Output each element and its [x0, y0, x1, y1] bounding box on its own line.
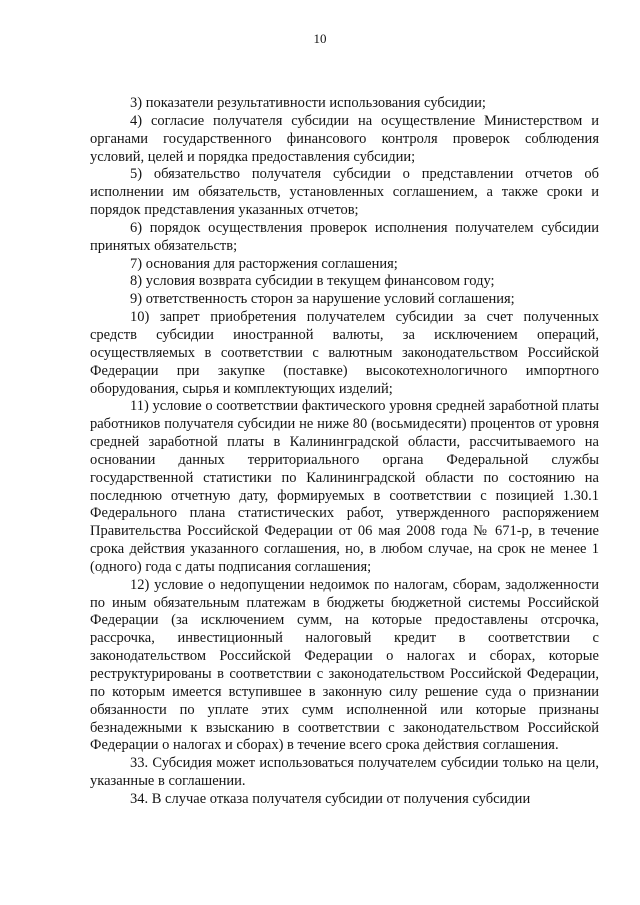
paragraph-item-3: 3) показатели результативности использования субсидии; — [130, 95, 486, 111]
paragraph-clause-34: 34. В случае отказа получателя субсидии от получения субсидии — [130, 790, 531, 807]
paragraph-item-10: 10) запрет приобретения получателем субсидии за счет полученных средств субсидии иностранной валюты, за исключением операций, осуществляемых в соответствии с валютным законодательством Российской Федерации при закупке (поставке) высокотехнологичного импортного оборудования, сырья и комплектующих изделий; — [90, 309, 599, 397]
paragraph-item-6: 6) порядок осуществления проверок исполнения получателем субсидии принятых обязательств; — [90, 219, 599, 254]
page-number: 10 — [313, 31, 327, 46]
paragraph-item-9: 9) ответственность сторон за нарушение условий соглашения; — [130, 291, 515, 308]
paragraph-item-5: 5) обязательство получателя субсидии о представлении отчетов об исполнении им обязательств, установленных соглашением, а также сроки и порядок представления указанных отчетов; — [90, 166, 599, 219]
document-body — [90, 95, 599, 809]
paragraph-item-8: 8) условия возврата субсидии в текущем финансовом году; — [130, 273, 495, 290]
paragraph-item-12: 12) условие о недопущении недоимок по налогам, сборам, задолженности по иным обязательным платежам в бюджеты бюджетной системы Российской Федерации (за исключением сумм, на которые предоставлены отсрочка, рассрочка, инвестиционный налоговый кредит в соответствии с законодательством Российской Федерации о налогах и сборах, которые реструктурированы в соответствии с законодательством Российской Федерации, по которым имеется вступившее в законную силу решение суда о признании обязанности по уплате этих сумм исполненной или которые признаны безнадежными к взысканию в соответствии с законодательством Российской Федерации о налогах и сборах) в течение всего срока действия соглашения. — [90, 576, 599, 754]
paragraph-item-11: 11) условие о соответствии фактического уровня средней заработной платы работников получателя субсидии не ниже 80 (восьмидесяти) процентов от уровня средней заработной платы в Калининградской области, рассчитываемого на основании данных территориального органа Федеральной службы государственной статистики по Калининградской области по состоянию на последнюю отчетную дату, формируемых в соответствии с позицией 1.30.1 Федерального плана статистических работ, утвержденного распоряжением Правительства Российской Федерации от 06 мая 2008 года № 671-р, в течение срока действия указанного соглашения, но, в любом случае, на срок не менее 1 (одного) года с даты подписания соглашения; — [90, 398, 599, 575]
paragraph-clause-33: 33. Субсидия может использоваться получателем субсидии только на цели, указанные в соглашении. — [90, 755, 599, 790]
paragraph-item-4: 4) согласие получателя субсидии на осуществление Министерством и органами государственного финансового контроля проверок соблюдения условий, целей и порядка предоставления субсидии; — [90, 112, 599, 165]
paragraph-item-7: 7) основания для расторжения соглашения; — [130, 255, 398, 272]
